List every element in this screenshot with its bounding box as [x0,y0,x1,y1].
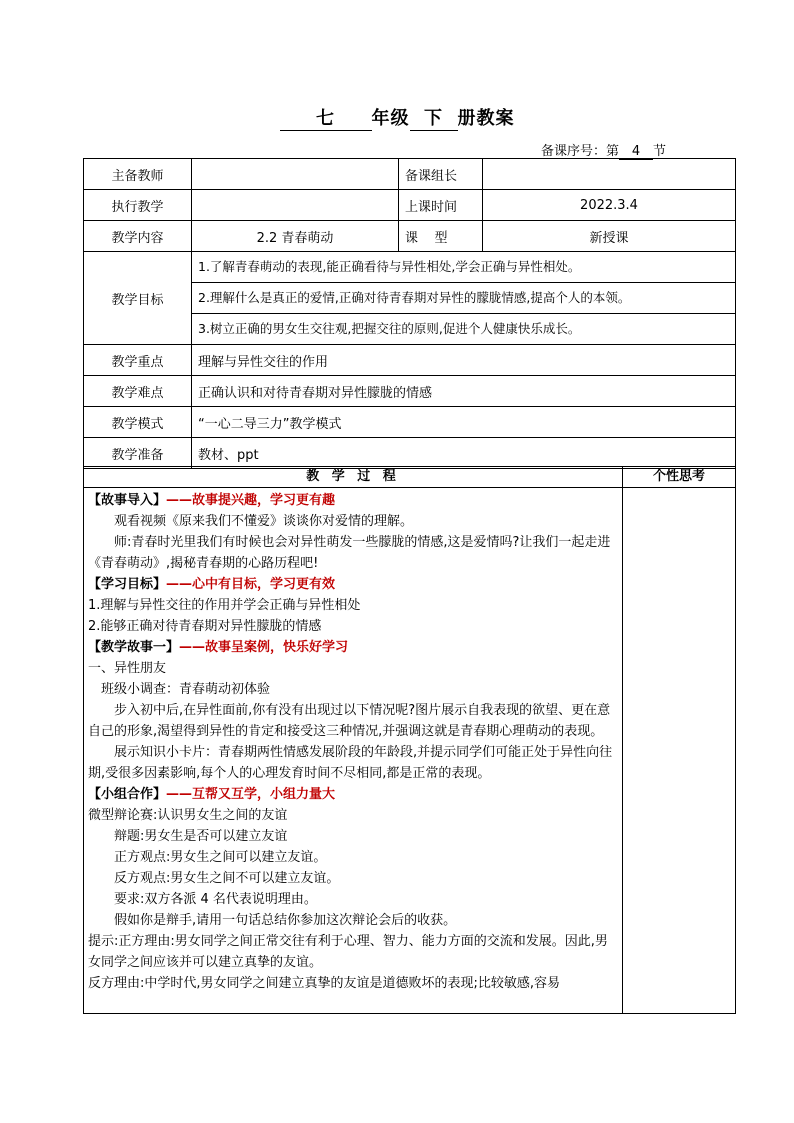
content-label: 教学内容 [84,221,192,252]
paragraph: 班级小调查：青春萌动初体验 [101,682,271,697]
mode-value: “一心二导三力”教学模式 [192,407,736,438]
goal-item: 2.理解什么是真正的爱情,正确对待青春期对异性的朦胧情感,提高个人的本领。 [192,283,735,314]
term-label: 册教案 [457,108,515,129]
paragraph: 要求:双方各派 4 名代表说明理由。 [114,892,317,907]
paragraph: 正方观点:男女生之间可以建立友谊。 [114,850,327,865]
mode-label: 教学模式 [84,407,192,438]
difficulty-value: 正确认识和对待青春期对异性朦胧的情感 [192,376,736,407]
prep-label: 教学准备 [84,438,192,469]
paragraph: 2.能够正确对待青春期对异性朦胧的情感 [88,619,322,634]
seq-number: 4 [619,144,653,160]
class-time-label: 上课时间 [399,190,483,221]
personal-thoughts-heading: 个性思考 [623,467,736,488]
exec-label: 执行教学 [84,190,192,221]
main-teacher-value [192,159,399,190]
class-time-value: 2022.3.4 [483,190,736,221]
process-body-cell [84,488,623,1014]
paragraph: 观看视频《原来我们不懂爱》谈谈你对爱情的理解。 [114,514,414,529]
main-teacher-label: 主备教师 [84,159,192,190]
paragraph: 假如你是辩手,请用一句话总结你参加这次辩论会后的收获。 [114,913,457,928]
key-point-label: 教学重点 [84,345,192,376]
exec-value [192,190,399,221]
paragraph: 师:青春时光里我们有时候也会对异性萌发一些朦胧的情感,这是爱情吗?让我们一起走进《青春萌动》,揭秘青春期的心路历程吧! [88,535,611,571]
content-value: 2.2 青春萌动 [192,221,399,252]
section-heading: 【学习目标】——心中有目标，学习更有效 [88,577,336,592]
lesson-sequence: 备课序号：第 4 节 [540,144,666,159]
difficulty-label: 教学难点 [84,376,192,407]
paragraph: 辩题:男女生是否可以建立友谊 [114,829,288,844]
goal-item: 3.树立正确的男女生交往观,把握交往的原则,促进个人健康快乐成长。 [198,321,581,336]
goal-item: 1.了解青春萌动的表现,能正确看待与异性相处,学会正确与异性相处。 [192,252,735,283]
term-value: 下 [410,104,458,131]
grade-label: 年级 [371,108,410,129]
paragraph: 步入初中后,在异性面前,你有没有出现过以下情况呢?图片展示自我表现的欲望、更在意自己的形象,渴望得到异性的肯定和接受这三种情况,并强调这就是青春期心理萌动的表现。 [88,703,611,739]
group-leader-value [483,159,736,190]
lesson-type-label: 课 型 [399,221,483,252]
paragraph: 展示知识小卡片：青春期两性情感发展阶段的年龄段,并提示同学们可能正处于异性向往期,受很多因素影响,每个人的心理发育时间不尽相同,都是正常的表现。 [88,745,613,781]
lesson-type-value: 新授课 [483,221,736,252]
paragraph: 反方理由:中学时代,男女同学之间建立真挚的友谊是道德败坏的表现;比较敏感,容易 [88,976,561,991]
grade-value: 七 [280,104,372,131]
lesson-info-table [83,158,736,469]
paragraph: 1.理解与异性交往的作用并学会正确与异性相处 [88,598,361,613]
section-heading: 【教学故事一】——故事呈案例，快乐好学习 [88,640,349,655]
teaching-process-table [83,466,736,1014]
process-heading: 教 学 过 程 [84,467,623,488]
paragraph: 反方观点:男女生之间不可以建立友谊。 [114,871,340,886]
key-point-value: 理解与异性交往的作用 [192,345,736,376]
goals-label: 教学目标 [84,252,192,345]
paragraph: 提示:正方理由:男女同学之间正常交往有利于心理、智力、能力方面的交流和发展。因此,男女同学之间应该并可以建立真挚的友谊。 [88,934,608,970]
goals-cell [192,252,736,345]
prep-value: 教材、ppt [192,438,736,469]
page-title [0,104,794,131]
paragraph: 微型辩论赛:认识男女生之间的友谊 [88,808,288,823]
section-heading: 【故事导入】——故事提兴趣，学习更有趣 [88,493,336,508]
paragraph: 一、异性朋友 [88,661,167,676]
section-heading: 【小组合作】——互帮又互学，小组力量大 [88,787,336,802]
personal-thoughts-cell [623,488,736,1014]
group-leader-label: 备课组长 [399,159,483,190]
